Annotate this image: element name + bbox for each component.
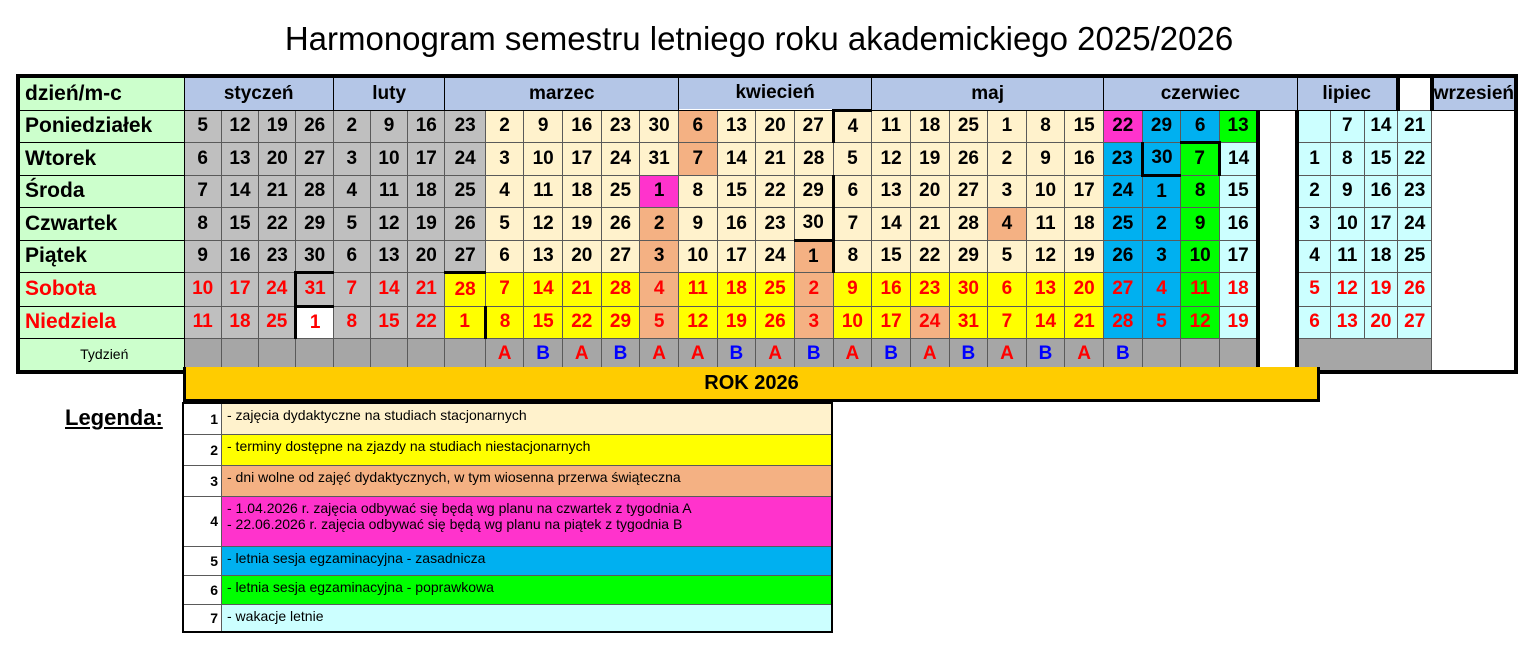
day-cell: 26: [445, 208, 485, 241]
day-cell-september: 20: [1364, 306, 1398, 339]
day-cell: 17: [408, 143, 445, 176]
legend-description: [222, 546, 833, 575]
day-cell-september: 14: [1364, 110, 1398, 143]
day-cell: 15: [872, 240, 911, 273]
day-cell: 4: [988, 208, 1026, 241]
day-cell-september: 16: [1364, 175, 1398, 208]
day-cell: 20: [259, 143, 296, 176]
day-cell: 9: [184, 240, 221, 273]
legend-line: - letnia sesja egzaminacyjna - poprawkowa: [227, 578, 494, 595]
day-cell: 10: [833, 306, 872, 339]
day-cell-september: 3: [1297, 208, 1330, 241]
calendar-table: [16, 74, 1518, 374]
day-cell: 24: [1103, 175, 1142, 208]
day-cell: 23: [1103, 143, 1142, 176]
day-cell-september: 19: [1364, 273, 1398, 307]
legend-line: - zajęcia dydaktyczne na studiach stacjonarnych: [227, 407, 527, 423]
day-cell: 17: [221, 273, 258, 307]
day-cell: 14: [1026, 306, 1065, 339]
day-cell-september: 23: [1398, 175, 1432, 208]
day-cell: 6: [988, 273, 1026, 307]
day-cell: 9: [833, 273, 872, 307]
day-cell-september: 15: [1364, 143, 1398, 176]
day-cell: 7: [1181, 143, 1220, 176]
legend-line: - wakacje letnie: [227, 607, 324, 624]
day-cell-september: 27: [1398, 306, 1432, 339]
day-cell: 22: [408, 306, 445, 339]
day-cell: 22: [756, 175, 795, 208]
week-cell: A: [910, 339, 949, 372]
day-cell: 31: [640, 143, 679, 176]
day-cell: 26: [601, 208, 640, 241]
day-cell-september: 24: [1398, 208, 1432, 241]
day-cell: 5: [988, 240, 1026, 273]
day-cell: 8: [485, 306, 523, 339]
day-cell: 8: [833, 240, 872, 273]
day-cell: 12: [872, 143, 911, 176]
legend-number: 4: [183, 496, 222, 546]
day-cell: 16: [1220, 208, 1259, 241]
day-cell: 15: [524, 306, 563, 339]
day-cell: 10: [184, 273, 221, 307]
day-cell: 13: [221, 143, 258, 176]
day-cell: 20: [756, 110, 795, 143]
week-cell: A: [562, 339, 601, 372]
week-cell: A: [485, 339, 523, 372]
week-cell: B: [1103, 339, 1142, 372]
day-cell: 12: [370, 208, 407, 241]
day-cell: 25: [949, 110, 988, 143]
day-cell-september: 18: [1364, 240, 1398, 273]
day-cell: 12: [524, 208, 563, 241]
day-cell-september: 12: [1331, 273, 1365, 307]
day-cell: 17: [1065, 175, 1104, 208]
day-cell: 17: [562, 143, 601, 176]
legend-number: 7: [183, 604, 222, 632]
day-cell: 15: [717, 175, 756, 208]
column-gap: [1258, 306, 1297, 339]
day-cell: 29: [296, 208, 333, 241]
day-cell-september: 26: [1398, 273, 1432, 307]
month-header: kwiecień: [678, 76, 871, 110]
day-cell: 16: [872, 273, 911, 307]
day-cell: 22: [562, 306, 601, 339]
day-cell: 11: [370, 175, 407, 208]
day-cell: 20: [408, 240, 445, 273]
day-cell: 23: [601, 110, 640, 143]
column-gap: [1258, 208, 1297, 241]
day-cell: 29: [601, 306, 640, 339]
day-cell: 24: [259, 273, 296, 307]
legend-number: 6: [183, 575, 222, 604]
day-cell: 4: [833, 110, 872, 143]
day-cell: 30: [794, 208, 833, 241]
legend-description: [222, 403, 833, 434]
week-cell: B: [601, 339, 640, 372]
day-cell: 23: [756, 208, 795, 241]
day-cell-september: 2: [1297, 175, 1330, 208]
day-cell: 19: [910, 143, 949, 176]
day-cell: 12: [1181, 306, 1220, 339]
day-cell-september: [1297, 110, 1330, 143]
day-cell: 16: [562, 110, 601, 143]
day-cell: 22: [1103, 110, 1142, 143]
day-cell: 13: [872, 175, 911, 208]
month-header: luty: [333, 76, 445, 110]
day-cell-september: 22: [1398, 143, 1432, 176]
month-header: marzec: [445, 76, 678, 110]
day-cell: 6: [485, 240, 523, 273]
day-cell: 23: [910, 273, 949, 307]
day-cell: 21: [259, 175, 296, 208]
day-cell: 29: [949, 240, 988, 273]
day-cell-september: 17: [1364, 208, 1398, 241]
day-cell-september: 10: [1331, 208, 1365, 241]
day-label: Piątek: [18, 240, 184, 273]
column-gap: [1398, 76, 1432, 110]
day-cell: 5: [485, 208, 523, 241]
day-cell: 28: [1103, 306, 1142, 339]
day-cell-september: 8: [1331, 143, 1365, 176]
day-cell: 4: [485, 175, 523, 208]
day-cell: 13: [370, 240, 407, 273]
day-cell: 16: [221, 240, 258, 273]
day-cell: 22: [259, 208, 296, 241]
day-cell: 19: [259, 110, 296, 143]
day-label: Niedziela: [18, 306, 184, 339]
week-cell: B: [949, 339, 988, 372]
day-cell: 3: [1142, 240, 1181, 273]
day-cell: 8: [678, 175, 717, 208]
day-cell: 24: [445, 143, 485, 176]
day-cell: 27: [296, 143, 333, 176]
day-label: Poniedziałek: [18, 110, 184, 143]
day-cell: 15: [221, 208, 258, 241]
day-cell: 27: [601, 240, 640, 273]
day-cell: 13: [1026, 273, 1065, 307]
legend-number: 5: [183, 546, 222, 575]
day-cell: 3: [333, 143, 370, 176]
day-cell: 18: [408, 175, 445, 208]
legend-line: - dni wolne od zajęć dydaktycznych, w tym wiosenna przerwa świąteczna: [227, 468, 681, 485]
day-cell-september: 1: [1297, 143, 1330, 176]
day-cell: 1: [296, 306, 333, 339]
day-cell: 4: [333, 175, 370, 208]
day-cell: 28: [601, 273, 640, 307]
day-cell: 14: [1220, 143, 1259, 176]
week-cell: A: [988, 339, 1026, 372]
month-header: czerwiec: [1103, 76, 1297, 110]
day-cell: 7: [988, 306, 1026, 339]
day-cell: 19: [1220, 306, 1259, 339]
day-cell: 10: [678, 240, 717, 273]
day-cell: 26: [1103, 240, 1142, 273]
day-cell: 2: [1142, 208, 1181, 241]
day-cell: 7: [678, 143, 717, 176]
day-cell: 9: [524, 110, 563, 143]
day-cell: 2: [794, 273, 833, 307]
day-cell: 18: [910, 110, 949, 143]
day-cell: 6: [184, 143, 221, 176]
day-cell-september: 21: [1398, 110, 1432, 143]
day-cell-september: 4: [1297, 240, 1330, 273]
day-cell: 18: [562, 175, 601, 208]
year-bar: ROK 2026: [183, 367, 1320, 402]
legend-table: [182, 402, 833, 633]
day-cell: 11: [524, 175, 563, 208]
day-cell: 30: [640, 110, 679, 143]
day-cell: 22: [910, 240, 949, 273]
day-label: Wtorek: [18, 143, 184, 176]
day-cell: 31: [296, 273, 333, 307]
legend-description: [222, 434, 833, 465]
day-cell: 27: [445, 240, 485, 273]
day-cell: 16: [1065, 143, 1104, 176]
day-cell: 7: [333, 273, 370, 307]
day-cell: 21: [408, 273, 445, 307]
day-cell: 13: [717, 110, 756, 143]
day-cell-september: 11: [1331, 240, 1365, 273]
day-cell: 21: [756, 143, 795, 176]
day-cell: 14: [221, 175, 258, 208]
day-cell: 14: [524, 273, 563, 307]
day-label: Sobota: [18, 273, 184, 307]
day-cell: 25: [1103, 208, 1142, 241]
day-cell: 17: [717, 240, 756, 273]
day-cell: 20: [562, 240, 601, 273]
legend-line: - 1.04.2026 r. zajęcia odbywać się będą wg planu na czwartek z tygodnia A: [227, 499, 692, 516]
corner-label: dzień/m-c: [18, 76, 184, 110]
day-cell: 14: [717, 143, 756, 176]
day-cell: 5: [833, 143, 872, 176]
week-cell: A: [756, 339, 795, 372]
day-cell: 28: [949, 208, 988, 241]
column-gap: [1258, 273, 1297, 307]
day-cell: 24: [756, 240, 795, 273]
day-cell: 3: [485, 143, 523, 176]
day-cell: 19: [562, 208, 601, 241]
week-cell: B: [872, 339, 911, 372]
day-cell: 29: [794, 175, 833, 208]
day-cell: 10: [524, 143, 563, 176]
day-cell: 31: [949, 306, 988, 339]
day-cell: 26: [756, 306, 795, 339]
day-cell: 17: [872, 306, 911, 339]
legend-description: [222, 575, 833, 604]
day-cell: 10: [1181, 240, 1220, 273]
day-cell: 28: [794, 143, 833, 176]
day-cell: 24: [910, 306, 949, 339]
day-cell: 21: [562, 273, 601, 307]
day-cell: 29: [1142, 110, 1181, 143]
day-cell: 13: [1220, 110, 1259, 143]
day-cell: 18: [221, 306, 258, 339]
column-gap: [1258, 175, 1297, 208]
day-cell: 5: [1142, 306, 1181, 339]
legend-description: [222, 465, 833, 496]
day-cell: 9: [370, 110, 407, 143]
day-cell: 28: [445, 273, 485, 307]
day-cell: 5: [640, 306, 679, 339]
day-cell: 19: [717, 306, 756, 339]
day-cell: 1: [988, 110, 1026, 143]
day-cell: 7: [485, 273, 523, 307]
month-header-september: wrzesień: [1432, 76, 1516, 110]
column-gap: [1258, 143, 1297, 176]
day-cell: 2: [640, 208, 679, 241]
day-cell: 7: [184, 175, 221, 208]
day-cell: 15: [370, 306, 407, 339]
day-cell: 13: [524, 240, 563, 273]
day-cell: 23: [445, 110, 485, 143]
day-cell: 25: [445, 175, 485, 208]
day-cell-september: 25: [1398, 240, 1432, 273]
day-cell: 12: [678, 306, 717, 339]
day-cell: 20: [1065, 273, 1104, 307]
day-cell: 8: [333, 306, 370, 339]
day-cell: 8: [184, 208, 221, 241]
legend-description: [222, 604, 833, 632]
legend-line: - letnia sesja egzaminacyjna - zasadnicza: [227, 549, 486, 566]
day-cell: 27: [949, 175, 988, 208]
day-cell: 25: [756, 273, 795, 307]
day-cell: 12: [221, 110, 258, 143]
legend-number: 1: [183, 403, 222, 434]
day-cell: 18: [1065, 208, 1104, 241]
day-cell: 14: [370, 273, 407, 307]
day-cell: 15: [1065, 110, 1104, 143]
day-cell: 27: [794, 110, 833, 143]
legend-title: Legenda:: [65, 405, 163, 430]
day-cell: 9: [1026, 143, 1065, 176]
day-cell-september: 6: [1297, 306, 1330, 339]
day-label: Czwartek: [18, 208, 184, 241]
day-cell: 19: [408, 208, 445, 241]
day-cell: 5: [333, 208, 370, 241]
day-cell: 9: [1181, 208, 1220, 241]
day-cell: 3: [988, 175, 1026, 208]
day-cell: 1: [445, 306, 485, 339]
day-cell: 27: [1103, 273, 1142, 307]
week-cell: A: [1065, 339, 1104, 372]
week-cell: A: [833, 339, 872, 372]
day-cell: 6: [333, 240, 370, 273]
day-cell: 11: [872, 110, 911, 143]
day-cell: 30: [1142, 143, 1181, 176]
day-cell: 11: [184, 306, 221, 339]
week-label: Tydzień: [18, 339, 184, 372]
day-cell: 6: [678, 110, 717, 143]
week-cell: A: [678, 339, 717, 372]
legend-line: - 22.06.2026 r. zajęcia odbywać się będą wg planu na piątek z tygodnia B: [227, 515, 683, 532]
day-cell: 10: [370, 143, 407, 176]
day-cell: 24: [601, 143, 640, 176]
column-gap: [1258, 110, 1297, 143]
day-cell: 30: [296, 240, 333, 273]
day-cell: 28: [296, 175, 333, 208]
page-title: Harmonogram semestru letniego roku akademickiego 2025/2026: [284, 20, 1234, 57]
day-cell: 17: [1220, 240, 1259, 273]
day-cell-september: 7: [1331, 110, 1365, 143]
day-cell: 21: [1065, 306, 1104, 339]
day-cell: 23: [259, 240, 296, 273]
day-cell: 21: [910, 208, 949, 241]
month-header: styczeń: [184, 76, 333, 110]
column-gap: [1258, 240, 1297, 273]
day-cell: 1: [794, 240, 833, 273]
day-cell: 18: [717, 273, 756, 307]
day-cell: 26: [296, 110, 333, 143]
day-cell: 11: [1181, 273, 1220, 307]
day-cell: 25: [601, 175, 640, 208]
day-cell: 6: [1181, 110, 1220, 143]
day-cell: 3: [640, 240, 679, 273]
legend-description: [222, 496, 833, 546]
week-cell: A: [640, 339, 679, 372]
day-cell: 9: [678, 208, 717, 241]
day-cell: 2: [988, 143, 1026, 176]
legend-number: 3: [183, 465, 222, 496]
day-cell: 18: [1220, 273, 1259, 307]
day-cell: 10: [1026, 175, 1065, 208]
day-cell-september: 9: [1331, 175, 1365, 208]
day-cell: 12: [1026, 240, 1065, 273]
day-cell: 4: [640, 273, 679, 307]
week-cell: B: [717, 339, 756, 372]
day-cell: 16: [717, 208, 756, 241]
legend-number: 2: [183, 434, 222, 465]
week-cell: B: [794, 339, 833, 372]
day-cell: 15: [1220, 175, 1259, 208]
day-cell: 16: [408, 110, 445, 143]
day-cell: 30: [949, 273, 988, 307]
day-cell: 2: [485, 110, 523, 143]
day-cell: 3: [794, 306, 833, 339]
day-cell: 14: [872, 208, 911, 241]
month-header: maj: [872, 76, 1104, 110]
day-cell: 5: [184, 110, 221, 143]
day-cell: 1: [1142, 175, 1181, 208]
day-cell: 20: [910, 175, 949, 208]
day-cell: 7: [833, 208, 872, 241]
day-cell: 26: [949, 143, 988, 176]
day-cell: 25: [259, 306, 296, 339]
day-cell: 11: [1026, 208, 1065, 241]
day-cell-september: 5: [1297, 273, 1330, 307]
day-cell: 11: [678, 273, 717, 307]
day-cell: 6: [833, 175, 872, 208]
day-cell: 4: [1142, 273, 1181, 307]
day-label: Środa: [18, 175, 184, 208]
legend-line: - terminy dostępne na zjazdy na studiach niestacjonarnych: [227, 437, 591, 454]
day-cell: 8: [1026, 110, 1065, 143]
day-cell: 19: [1065, 240, 1104, 273]
day-cell: 1: [640, 175, 679, 208]
day-cell-september: 13: [1331, 306, 1365, 339]
month-header: lipiec: [1297, 76, 1398, 110]
day-cell: 2: [333, 110, 370, 143]
day-cell: 8: [1181, 175, 1220, 208]
week-cell: B: [1026, 339, 1065, 372]
week-cell: B: [524, 339, 563, 372]
